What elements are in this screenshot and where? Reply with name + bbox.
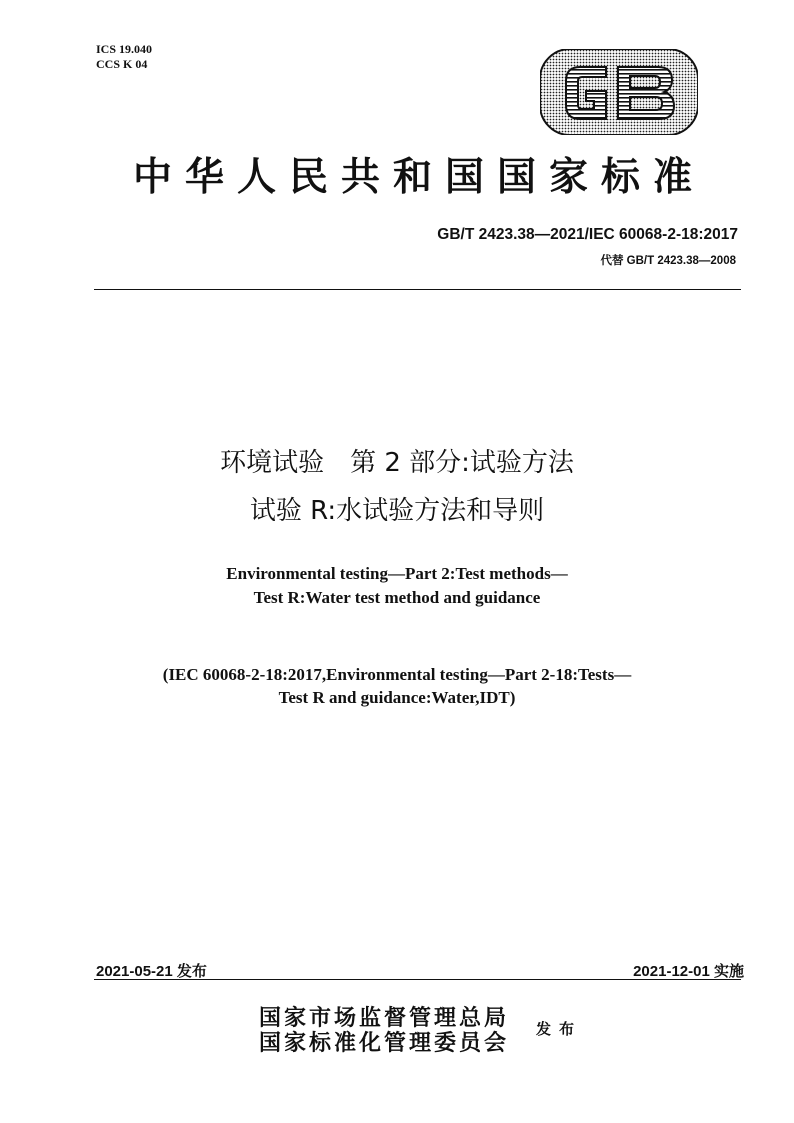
standard-category-title: 中华人民共和国国家标准 — [132, 155, 705, 200]
ccs-code: CCS K 04 — [96, 57, 148, 71]
chinese-title-line-1: 环境试验 第 2 部分:试验方法 — [220, 448, 574, 478]
gb-logo — [540, 49, 698, 135]
implementation-date: 2021-12-01 实施 — [633, 963, 744, 980]
classification-codes — [96, 42, 152, 72]
bottom-divider — [94, 979, 741, 980]
issue-date: 2021-05-21 发布 — [96, 963, 207, 980]
english-title-line-1: Environmental testing—Part 2:Test methods— — [226, 564, 568, 583]
iec-reference-line-2: Test R and guidance:Water,IDT) — [278, 688, 516, 707]
top-divider — [94, 289, 741, 290]
english-title-line-2: Test R:Water test method and guidance — [253, 588, 541, 607]
standard-number: GB/T 2423.38—2021/IEC 60068-2-18:2017 — [437, 226, 738, 243]
chinese-title-line-2: 试验 R:水试验方法和导则 — [249, 496, 545, 526]
issuing-authorities — [259, 1006, 509, 1056]
replaces-standard: 代替 GB/T 2423.38—2008 — [600, 255, 736, 267]
issuer-line-1: 国家市场监督管理总局 — [259, 1006, 510, 1031]
issuer-line-2: 国家标准化管理委员会 — [259, 1031, 510, 1056]
iec-reference-line-1: (IEC 60068-2-18:2017,Environmental testing—Part 2-18:Tests— — [162, 665, 632, 684]
ics-code: ICS 19.040 — [96, 42, 153, 56]
issue-action: 发布 — [536, 1020, 583, 1038]
